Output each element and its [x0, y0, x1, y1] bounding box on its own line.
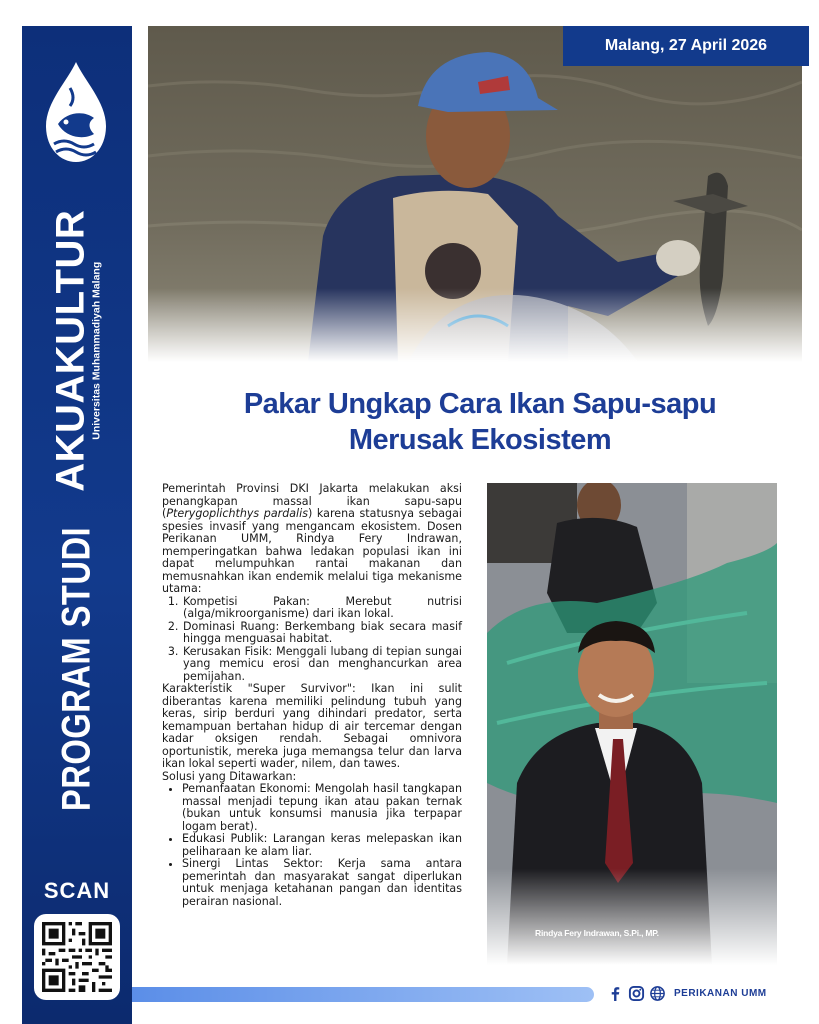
fish-water-drop-logo-icon [40, 58, 112, 168]
sidebar-title [48, 209, 104, 843]
list-item: 3. Kerusakan Fisik: Menggali lubang di tepian sungai yang memicu erosi dan menghancurkan area pemijahan. [182, 646, 462, 684]
solution-list [182, 783, 462, 908]
solutions-heading: Solusi yang Ditawarkan: [162, 769, 297, 783]
intro-text-a: Pemerintah Provinsi DKI Jakarta melakukan aksi penangkapan massal ikan sapu-sapu ( [162, 482, 462, 520]
university-label: Universitas Muhammadiyah Malang [90, 261, 103, 440]
program-label: PROGRAM STUDI [54, 526, 99, 812]
expert-photo [487, 483, 777, 965]
species-name: Pterygoplichthys pardalis [166, 507, 308, 520]
qr-code[interactable] [34, 914, 120, 1000]
list-item: • Edukasi Publik: Larangan keras melepaskan ikan peliharaan ke alam liar. [182, 833, 462, 858]
headline [180, 386, 780, 458]
date-banner: Malang, 27 April 2026 [563, 26, 809, 66]
facebook-icon[interactable] [607, 985, 624, 1002]
headline-line-2: Merusak Ekosistem [348, 424, 612, 456]
qr-code-icon [42, 922, 112, 992]
mechanism-list [182, 596, 462, 684]
hero-photo [148, 26, 802, 362]
list-item: • Sinergi Lintas Sektor: Kerja sama antara pemerintah dan masyarakat sangat diperlukan untuk menjaga ketahanan pangan dan identitas perairan nasional. [182, 858, 462, 908]
instagram-icon[interactable] [628, 985, 645, 1002]
list-item: 1. Kompetisi Pakan: Merebut nutrisi (alga/mikroorganisme) dari ikan lokal. [182, 596, 462, 621]
globe-icon[interactable] [649, 985, 666, 1002]
brand-label: PERIKANAN UMM [674, 988, 767, 999]
photo-caption: Rindya Fery Indrawan, S.Pi., MP. [535, 928, 659, 938]
article-body [162, 483, 462, 908]
study-block [48, 209, 104, 492]
intro-text-b: ) karena statusnya sebagai spesies invasif yang mengancam ekosistem. Dosen Perikanan UMM, Rindya Fery Indrawan, memperingatkan bahwa ledakan populasi ikan ini dapat melumpuhkan rantai makanan dan memusnahkan ikan endemik melalui tiga mekanisme utama: [162, 507, 462, 595]
sidebar [22, 26, 132, 1024]
expert-photo-illustration [487, 483, 777, 965]
scan-label: SCAN [43, 878, 111, 903]
footer-bar [132, 987, 594, 1002]
intro-paragraph [162, 483, 462, 596]
survivor-paragraph: Karakteristik "Super Survivor": Ikan ini sulit diberantas karena memiliki pelindung tubuh yang keras, sirip berduri yang dihindari predator, serta kemampuan bertahan hidup di air tercemar dengan kadar oksigen rendah. Sebagai omnivora oportunistik, mereka juga memangsa telur dan larva ikan lokal seperti wader, nilem, dan tawes. [162, 682, 462, 770]
headline-line-1: Pakar Ungkap Cara Ikan Sapu-sapu [243, 388, 717, 420]
fisherman-photo-illustration [148, 26, 802, 362]
list-item: 2. Dominasi Ruang: Berkembang biak secara masif hingga menguasai habitat. [182, 621, 462, 646]
list-item: • Pemanfaatan Ekonomi: Mengolah hasil tangkapan massal menjadi tepung ikan atau pakan ternak (bukan untuk konsumsi manusia jika terpapar logam berat). [182, 783, 462, 833]
study-label: AKUAKULTUR [48, 209, 93, 492]
social-links [607, 985, 666, 1002]
